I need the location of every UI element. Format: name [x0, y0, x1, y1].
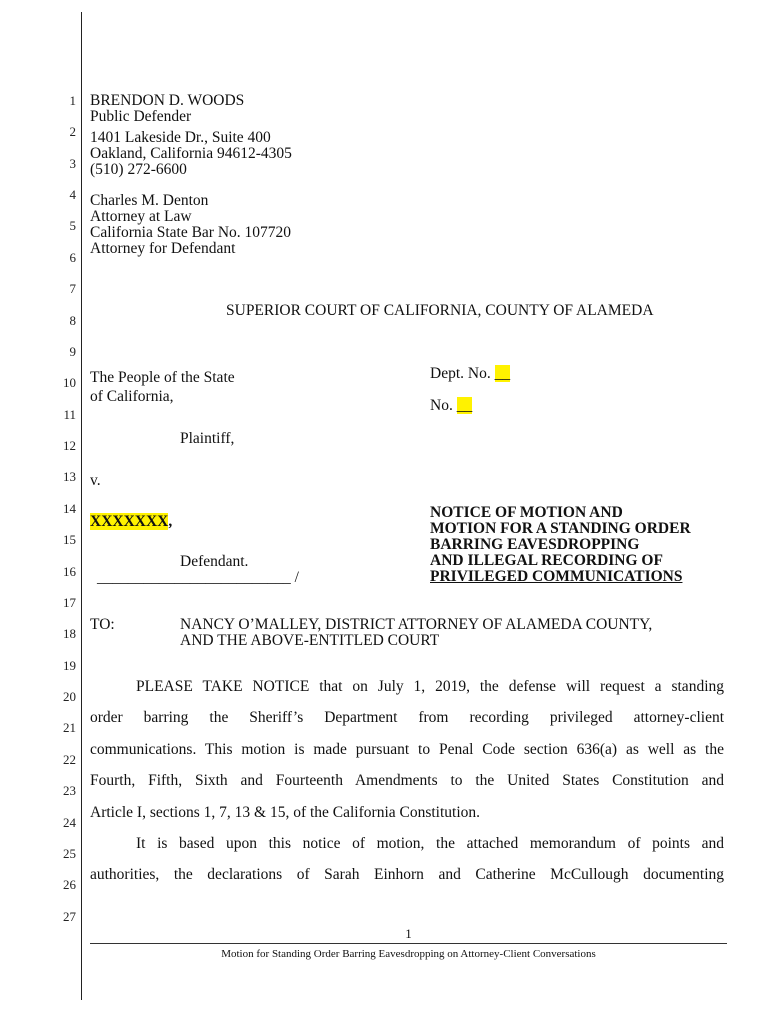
line-number: 27 — [63, 909, 76, 924]
dept-number-label: Dept. No. — [430, 365, 491, 382]
address-street: 1401 Lakeside Dr., Suite 400 — [90, 129, 271, 146]
line-number: 6 — [69, 250, 76, 265]
line-number: 5 — [69, 218, 76, 233]
line-number: 24 — [63, 815, 76, 830]
case-number — [430, 398, 472, 414]
defendant-role: Defendant. — [180, 553, 249, 570]
page-number: 1 — [405, 926, 412, 941]
line-number: 15 — [63, 532, 76, 547]
body-text-line: communications. This motion is made pursuant to Penal Code section 636(a) as well as the — [90, 741, 724, 758]
court-title: SUPERIOR COURT OF CALIFORNIA, COUNTY OF ALAMEDA — [226, 302, 654, 319]
state-bar-number: California State Bar No. 107720 — [90, 224, 292, 241]
line-number: 1 — [69, 93, 76, 108]
line-number: 17 — [63, 595, 76, 610]
to-label: TO: — [90, 616, 115, 633]
to-recipient-line1: NANCY O’MALLEY, DISTRICT ATTORNEY OF ALAMEDA COUNTY, — [180, 616, 653, 633]
line-number: 25 — [63, 846, 76, 861]
attorney-name: Charles M. Denton — [90, 192, 209, 209]
line-number: 9 — [69, 344, 76, 359]
document-title-line: BARRING EAVESDROPPING — [430, 536, 640, 553]
to-recipient-line2: AND THE ABOVE-ENTITLED COURT — [180, 632, 440, 649]
footer-running-title: Motion for Standing Order Barring Eavesdropping on Attorney-Client Conversations — [221, 948, 596, 960]
line-number: 4 — [69, 187, 76, 202]
line-number: 7 — [69, 281, 76, 296]
body-text-line: Fourth, Fifth, Sixth and Fourteenth Amendments to the United States Constitution and — [90, 772, 724, 789]
plaintiff-role: Plaintiff, — [180, 430, 235, 447]
line-number: 14 — [63, 501, 76, 516]
dept-number-value: __ — [494, 365, 511, 382]
body-text-line: authorities, the declarations of Sarah Einhorn and Catherine McCullough documenting — [90, 866, 724, 883]
document-title-line: NOTICE OF MOTION AND — [430, 504, 623, 521]
defendant-name — [90, 514, 172, 530]
public-defender-title: Public Defender — [90, 108, 192, 125]
line-number: 16 — [63, 564, 76, 579]
footer-rule — [90, 943, 727, 944]
line-number: 19 — [63, 658, 76, 673]
caption-close-line: _________________________ / — [97, 569, 299, 586]
case-number-value: __ — [456, 397, 473, 414]
line-number: 10 — [63, 375, 76, 390]
line-number: 12 — [63, 438, 76, 453]
case-number-label: No. — [430, 397, 453, 414]
left-margin-rule — [81, 12, 82, 1000]
line-number: 13 — [63, 469, 76, 484]
address-city: Oakland, California 94612-4305 — [90, 145, 292, 162]
dept-number — [430, 366, 510, 382]
body-text-line: Article I, sections 1, 7, 13 & 15, of the California Constitution. — [90, 804, 481, 821]
plaintiff-name-line1: The People of the State — [90, 369, 235, 386]
defendant-name-comma: , — [168, 513, 173, 530]
line-number: 23 — [63, 783, 76, 798]
attorney-title: Attorney at Law — [90, 208, 192, 225]
document-title-line: MOTION FOR A STANDING ORDER — [430, 520, 691, 537]
line-number: 3 — [69, 156, 76, 171]
line-number: 2 — [69, 124, 76, 139]
line-number: 20 — [63, 689, 76, 704]
line-number: 22 — [63, 752, 76, 767]
body-text-line: order barring the Sheriff’s Department from recording privileged attorney-client — [90, 709, 724, 726]
phone-number: (510) 272-6600 — [90, 161, 187, 178]
body-text-line: It is based upon this notice of motion, the attached memorandum of points and — [136, 835, 724, 852]
public-defender-name: BRENDON D. WOODS — [90, 92, 245, 109]
line-number: 8 — [69, 313, 76, 328]
versus: v. — [90, 472, 101, 489]
line-number: 11 — [63, 407, 76, 422]
document-title-line: AND ILLEGAL RECORDING OF — [430, 552, 663, 569]
plaintiff-name-line2: of California, — [90, 388, 174, 405]
body-text-line: PLEASE TAKE NOTICE that on July 1, 2019, the defense will request a standing — [136, 678, 724, 695]
defendant-name-placeholder: XXXXXXX — [90, 513, 169, 530]
line-number: 21 — [63, 720, 76, 735]
attorney-role: Attorney for Defendant — [90, 240, 236, 257]
line-number: 26 — [63, 877, 76, 892]
document-title-line: PRIVILEGED COMMUNICATIONS — [430, 568, 683, 585]
line-number: 18 — [63, 626, 76, 641]
